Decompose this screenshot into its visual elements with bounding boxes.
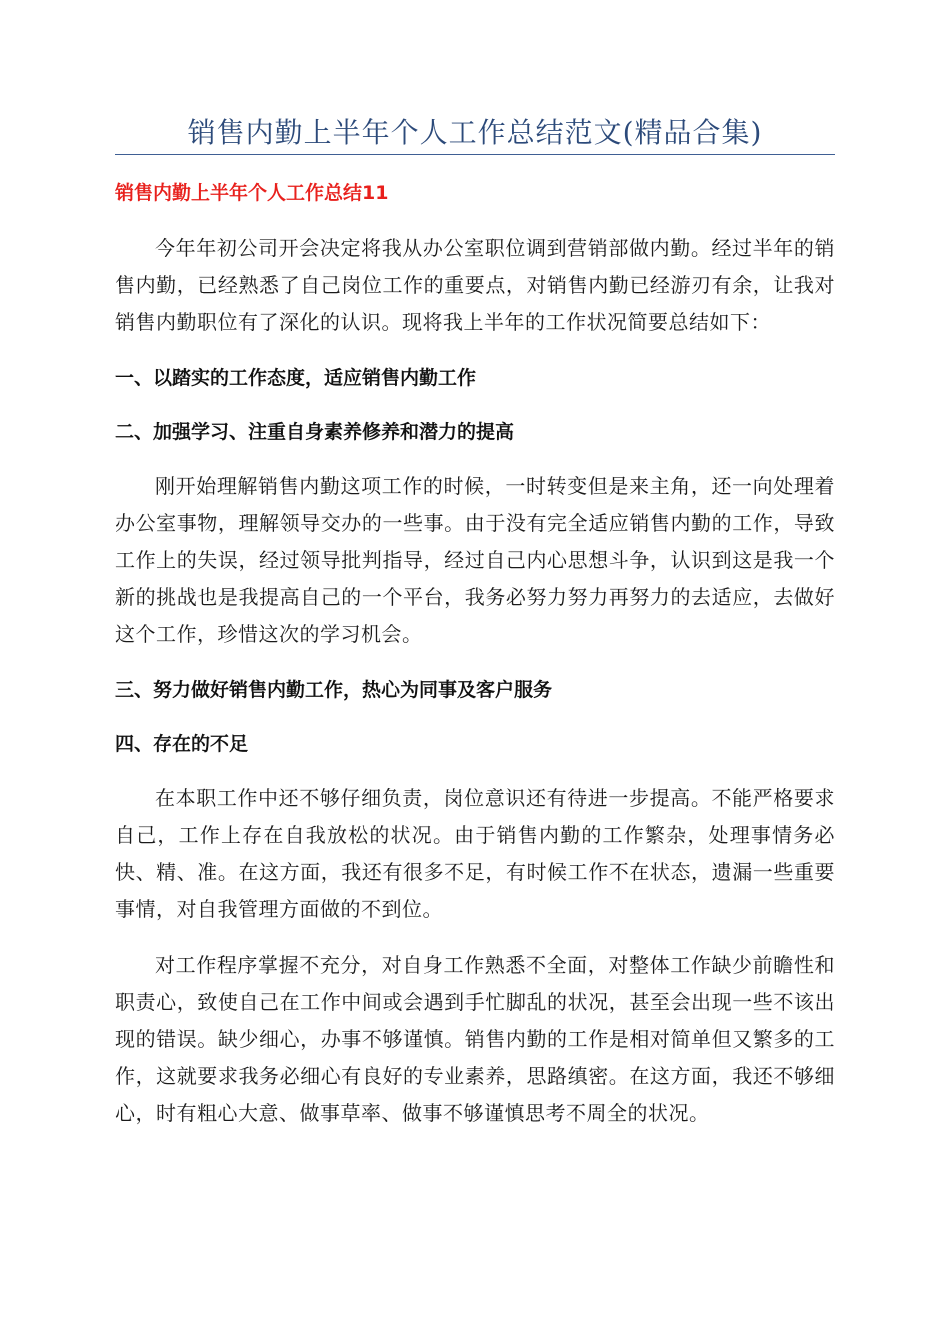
paragraph-shortcomings-2: 对工作程序掌握不充分，对自身工作熟悉不全面，对整体工作缺少前瞻性和职责心，致使自己在工作中间或会遇到手忙脚乱的状况，甚至会出现一些不该出现的错误。缺少细心，办事不够谨慎。销售内勤的工作是相对简单但又繁多的工作，这就要求我务必细心有良好的专业素养，思路缜密。在这方面，我还不够细心，时有粗心大意、做事草率、做事不够谨慎思考不周全的状况。 — [115, 953, 835, 1125]
paragraph-learning: 刚开始理解销售内勤这项工作的时候，一时转变但是来主角，还一向处理着办公室事物，理解领导交办的一些事。由于没有完全适应销售内勤的工作，导致工作上的失误，经过领导批判指导，经过自己内心思想斗争，认识到这是我一个新的挑战也是我提高自己的一个平台，我务必努力努力再努力的去适应，去做好这个工作，珍惜这次的学习机会。 — [115, 474, 835, 646]
document-body — [115, 176, 835, 1151]
document-title: 销售内勤上半年个人工作总结范文(精品合集) — [187, 116, 763, 149]
title-underline — [115, 154, 835, 155]
heading-section-1: 一、以踏实的工作态度，适应销售内勤工作 — [115, 367, 477, 389]
paragraph-shortcomings-1: 在本职工作中还不够仔细负责，岗位意识还有待进一步提高。不能严格要求自己，工作上存在自我放松的状况。由于销售内勤的工作繁杂，处理事情务必快、精、准。在这方面，我还有很多不足，有时候工作不在状态，遗漏一些重要事情，对自我管理方面做的不到位。 — [115, 786, 835, 921]
section-subtitle: 销售内勤上半年个人工作总结11 — [115, 182, 389, 204]
heading-section-4: 四、存在的不足 — [115, 733, 249, 755]
paragraph-intro: 今年年初公司开会决定将我从办公室职位调到营销部做内勤。经过半年的销售内勤，已经熟悉了自己岗位工作的重要点，对销售内勤已经游刃有余，让我对销售内勤职位有了深化的认识。现将我上半年的工作状况简要总结如下： — [115, 236, 835, 334]
heading-section-2: 二、加强学习、注重自身素养修养和潜力的提高 — [115, 421, 515, 443]
heading-section-3: 三、努力做好销售内勤工作，热心为同事及客户服务 — [115, 679, 553, 701]
